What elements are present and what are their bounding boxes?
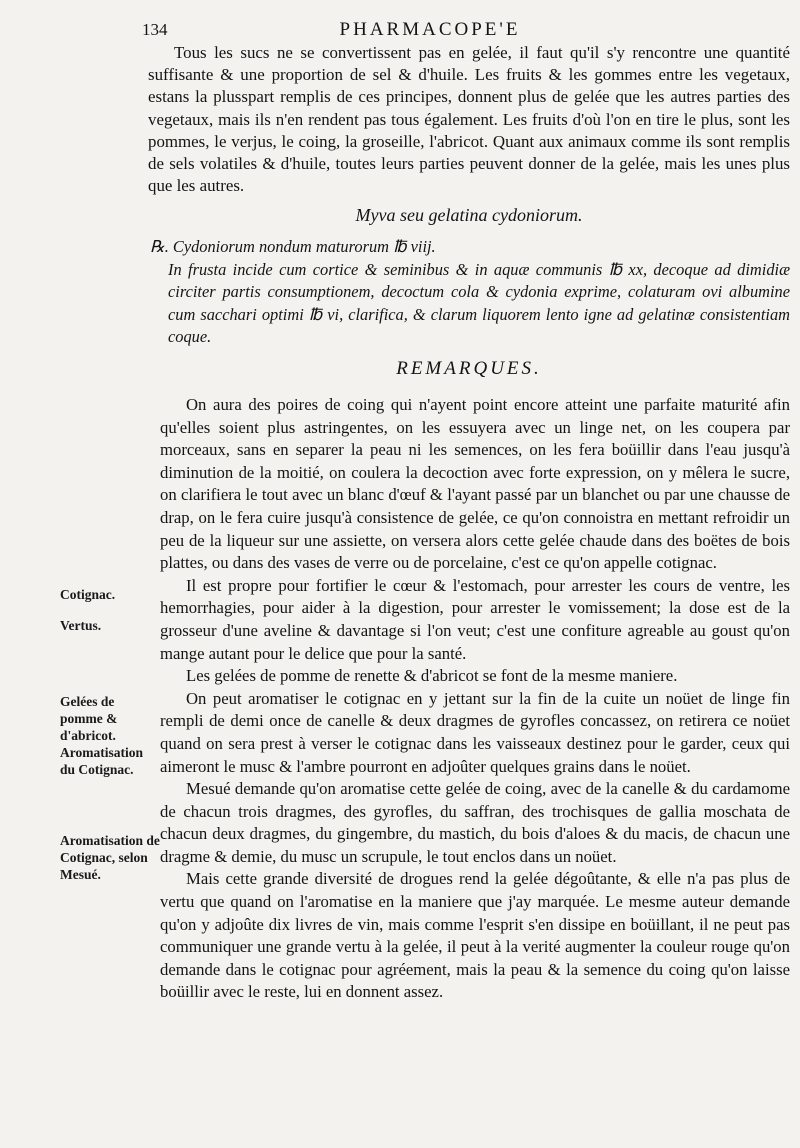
margin-note-aromatisation-mesue: Aromatisation de Cotignac, selon Mesué. bbox=[60, 833, 160, 882]
page-number: 134 bbox=[142, 20, 168, 39]
recipe-line-2: In frusta incide cum cortice & seminibus & in aquæ communis ℔ xx, decoque ad dimidiæ circiter partis consumptionem, decoctum cola & cydonia exprime, colaturam ovi albumine cum sacchari optimi ℔ vi, clarifica, & clarum liquorem lento igne ad gelatinæ consistentiam coque. bbox=[168, 259, 790, 347]
recipe-title: Myva seu gelatina cydoniorum. bbox=[355, 205, 583, 226]
intro-paragraph: Tous les sucs ne se convertissent pas en gelée, il faut qu'il s'y rencontre une quantité suffisante & une proportion de sel & d'huile. Les fruits & les gommes entre les vegetaux, estans la plusspart remplis de ces principes, donnent plus de gelée que les autres parties des vegetaux, mais ils n'en rendent pas tous également. Les fruits d'où l'on en tire le plus, sont les pommes, le verjus, le coing, la groseille, l'abricot. Quant aux animaux comme ils sont remplis de sels volatiles & d'huile, toutes leurs parties peuvent donner de la gelée, mais les unes plus que les autres. bbox=[148, 43, 790, 196]
remarques-paragraph-3: Les gelées de pomme de renette & d'abricot se font de la mesme maniere. bbox=[186, 666, 678, 686]
remarques-paragraph-4: On peut aromatiser le cotignac en y jettant sur la fin de la cuite un noüet de linge fin rempli de demi once de canelle & deux dragmes de gyrofles concassez, on retirera ce noüet quand on sera prest à verser le cotignac dans les vaisseaux destinez pour le garder, ceux qui aimeront le musc & l'ambre pourront en adjoûter quelques grains dans le noüet. bbox=[160, 688, 790, 776]
remarques-paragraph-5: Mesué demande qu'on aromatise cette gelée de coing, avec de la canelle & du cardamome de chacun trois dragmes, des gyrofles, du saffran, des trochisques de gallia moschata de chacun deux dragmes, du gingembre, du mastich, du bois d'aloes & du macis, de chacun une dragme & demie, du musc un scrupule, le tout enclos dans un noüet. bbox=[160, 779, 790, 866]
margin-note-gelees: Gelées de pomme & d'abricot. Aromatisation du Cotignac. bbox=[60, 694, 143, 777]
remarques-paragraph-1: On aura des poires de coing qui n'ayent point encore atteint une parfaite maturité afin qu'elles soient plus astringentes, on les essuyera avec un linge net, on les coupera par morceaux, sans en separer la peau ni les semences, on les fera boüillir dans l'eau jusqu'à diminution de la moitié, on coulera la decoction avec forte expression, on y mêlera le sucre, on clarifiera le tout avec un blanc d'œuf & l'ayant passé par un blanchet ou par une chausse de drap, on le fera cuire jusqu'à consistence de gelée, ce qu'on connoistra en mettant refroidir un peu de la liqueur sur une assiette, on versera alors cette gelée chaude dans des boëtes de bois plattes, ou dans des vases de verre ou de porcelaine, c'est ce qu'on appelle cotignac. bbox=[160, 395, 790, 573]
recipe-line-1: ℞. Cydoniorum nondum maturorum ℔ viij. bbox=[150, 237, 436, 257]
remarques-paragraph-2: Il est propre pour fortifier le cœur & l'estomach, pour arrester les cours de ventre, les hemorrhagies, pour aider à la digestion, pour arrester le vomissement; la dose est de la grosseur d'une aveline & davantage si l'on veut; c'est une confiture agreable au goust qu'on mange autant pour le delice que pour la santé. bbox=[160, 575, 790, 663]
intro-block bbox=[148, 42, 790, 388]
running-head: PHARMACOPE'E bbox=[339, 19, 521, 40]
margin-note-cotignac: Cotignac. bbox=[60, 587, 116, 602]
remarques-heading: REMARQUES. bbox=[396, 358, 542, 380]
remarques-paragraph-6: Mais cette grande diversité de drogues rend la gelée dégoûtante, & elle n'a pas plus de vertu que quand on l'aromatise en la maniere que j'ay marquée. Le mesme auteur demande qu'on y adjoûte dix livres de vin, mais comme l'esprit s'en dissipe en boüillant, il ne peut pas communiquer une grande vertu à la gelée, il peut à la verité augmenter la couleur rouge qu'on demande dans le cotignac pour agréement, mais la peau & la semence du coing qu'on laisse boüillir avec le reste, lui en donnent assez. bbox=[160, 869, 790, 1002]
remarques-body bbox=[160, 394, 790, 1004]
margin-note-vertus: Vertus. bbox=[60, 618, 102, 633]
